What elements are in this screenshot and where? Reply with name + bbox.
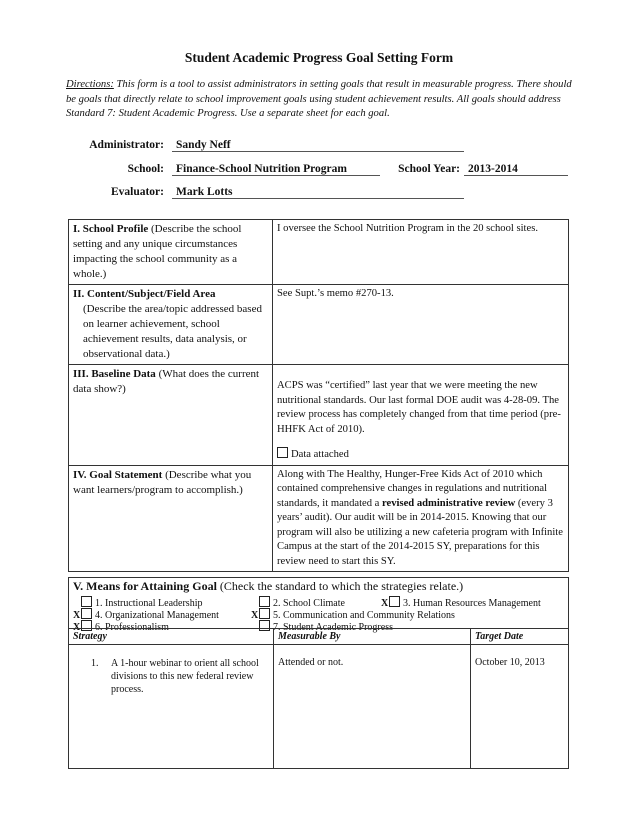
strategy-header: Strategy xyxy=(69,629,274,645)
standard-2-label: 2. School Climate xyxy=(273,598,345,609)
data-attached xyxy=(277,447,564,463)
administrator-label: Administrator: xyxy=(89,139,164,151)
school-label: School: xyxy=(127,163,164,175)
school-year-label: School Year: xyxy=(398,163,460,175)
standard-3-mark: X xyxy=(381,598,389,609)
administrator-row xyxy=(0,139,638,155)
data-attached-label: Data attached xyxy=(291,449,349,460)
standard-1-checkbox[interactable] xyxy=(81,596,92,607)
content-prompt xyxy=(69,285,273,365)
goal-prompt xyxy=(69,465,273,572)
standard-5-checkbox[interactable] xyxy=(259,608,270,619)
profile-row xyxy=(69,220,569,285)
strategy-item xyxy=(73,657,269,696)
content-answer[interactable]: See Supt.’s memo #270-13. xyxy=(273,285,569,365)
form-title: Student Academic Progress Goal Setting Form xyxy=(184,50,454,65)
school-row xyxy=(0,163,638,179)
goal-text-b: (every 3 years’ audit). Our audit will be in 2014-2015. Knowing that our program will also be utilizing a new cafeteria program with Infinite Campus at the start of the 2014-2015 SY, preparations for this review need to start this SY. xyxy=(277,497,563,567)
goal-answer[interactable] xyxy=(273,465,569,572)
goal-heading: IV. Goal Statement xyxy=(73,468,163,481)
content-heading: II. Content/Subject/Field Area xyxy=(73,288,216,300)
means-header xyxy=(73,579,463,594)
strategy-header-row xyxy=(69,629,569,645)
standard-5-label: 5. Communication and Community Relations xyxy=(273,610,455,621)
standard-5-mark: X xyxy=(251,610,259,621)
data-attached-checkbox[interactable] xyxy=(277,447,288,458)
school-year-field[interactable]: 2013-2014 xyxy=(464,163,568,176)
goal-text-bold: revised administrative review xyxy=(382,497,516,509)
standard-6-mark: X xyxy=(73,622,81,633)
profile-prompt xyxy=(69,220,273,285)
measurable-header: Measurable By xyxy=(274,629,471,645)
goal-text-a: Along with The Healthy, Hunger-Free Kids Act of 2010 which contained comprehensive changes in regulations and nutritional standards, it mandated a xyxy=(277,468,548,509)
baseline-desc: (What does the current data show?) xyxy=(73,368,260,395)
standard-3-label: 3. Human Resources Management xyxy=(403,598,541,609)
baseline-heading: III. Baseline Data xyxy=(73,368,156,380)
profile-answer[interactable]: I oversee the School Nutrition Program in the 20 school sites. xyxy=(273,220,569,285)
measurable-cell[interactable]: Attended or not. xyxy=(274,645,471,769)
standard-4-checkbox[interactable] xyxy=(81,608,92,619)
evaluator-field[interactable]: Mark Lotts xyxy=(172,186,464,199)
means-desc: (Check the standard to which the strategies relate.) xyxy=(216,579,464,593)
profile-heading: I. School Profile xyxy=(73,223,149,235)
standard-4-label: 4. Organizational Management xyxy=(95,610,219,621)
school-field[interactable]: Finance-School Nutrition Program xyxy=(172,163,380,176)
standard-2-checkbox[interactable] xyxy=(259,596,270,607)
target-date-cell[interactable]: October 10, 2013 xyxy=(471,645,569,769)
strategy-row xyxy=(69,645,569,769)
baseline-text: ACPS was “certified” last year that we were meeting the new nutritional standards. Our last formal DOE audit was 4-28-09. The review process has completely changed from that time period (pre-HHFK Act of 2010). xyxy=(277,380,561,435)
standard-7-label: 7. Student Academic Progress xyxy=(273,622,393,633)
directions-text: This form is a tool to assist administrators in setting goals that result in measurable progress. There should be goals that directly relate to school improvement goals using student achievement results. All goals should address Standard 7: Student Academic Progress. Use a separate sheet for each goal. xyxy=(66,79,572,119)
means-heading: V. Means for Attaining Goal xyxy=(73,579,217,593)
strategy-text: A 1-hour webinar to orient all school divisions to this new federal review process. xyxy=(111,658,259,695)
content-desc: (Describe the area/topic addressed based on learner achievement, school achievement results, data analysis, or observational data.) xyxy=(83,303,262,360)
standard-1-label: 1. Instructional Leadership xyxy=(95,598,203,609)
administrator-field[interactable]: Sandy Neff xyxy=(172,139,464,152)
baseline-answer[interactable] xyxy=(273,365,569,466)
strategy-number: 1. xyxy=(91,658,99,669)
standard-6-label: 6. Professionalism xyxy=(95,622,169,633)
directions xyxy=(66,78,581,122)
goal-form-table xyxy=(68,219,569,572)
profile-desc: (Describe the school setting and any unique circumstances impacting the school community as a whole.) xyxy=(73,223,242,280)
baseline-row xyxy=(69,365,569,466)
evaluator-row xyxy=(0,186,638,202)
directions-label: Directions: xyxy=(66,79,114,90)
strategy-table xyxy=(68,628,569,769)
standard-3-checkbox[interactable] xyxy=(389,596,400,607)
content-row xyxy=(69,285,569,365)
goal-desc: (Describe what you want learners/program to accomplish.) xyxy=(73,468,252,496)
baseline-prompt xyxy=(69,365,273,466)
evaluator-label: Evaluator: xyxy=(110,186,164,198)
target-date-header: Target Date xyxy=(471,629,569,645)
standard-4-mark: X xyxy=(73,610,81,621)
goal-row xyxy=(69,465,569,572)
strategy-cell[interactable] xyxy=(69,645,274,769)
